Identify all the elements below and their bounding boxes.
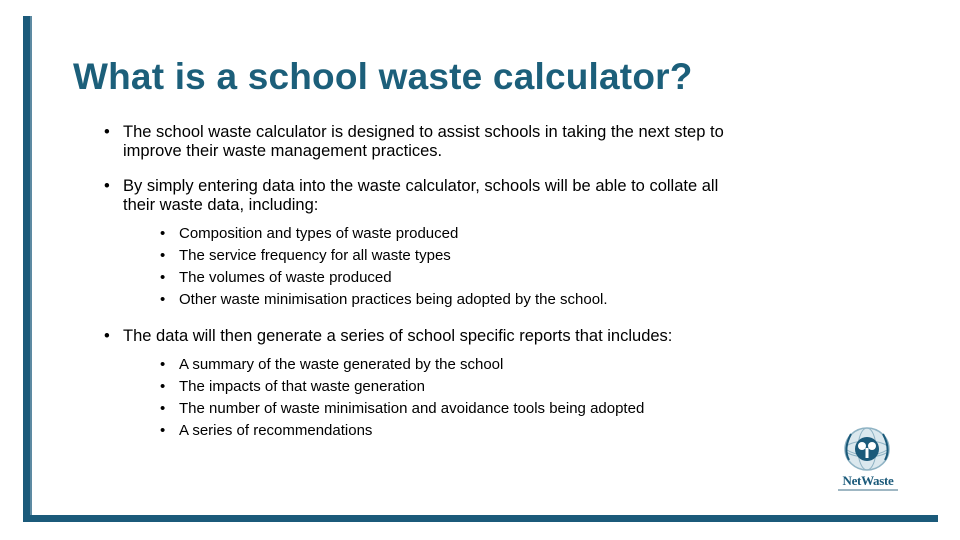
bullet-text: The data will then generate a series of school specific reports that includes: xyxy=(123,327,673,345)
bullet-marker: • xyxy=(160,225,166,242)
bullet-marker: • xyxy=(104,177,110,195)
slide-title: What is a school waste calculator? xyxy=(73,56,693,97)
bullet-marker: • xyxy=(160,422,166,439)
logo-wordmark: NetWaste xyxy=(842,473,894,488)
sub-bullet-text: Other waste minimisation practices being adopted by the school. xyxy=(179,291,608,308)
sub-bullet-text: A series of recommendations xyxy=(179,422,373,439)
sub-bullet-list xyxy=(160,223,744,311)
sub-bullet-item xyxy=(160,376,744,398)
bullet-marker: • xyxy=(104,327,110,345)
sub-bullet-item xyxy=(160,398,744,420)
bullet-marker: • xyxy=(160,400,166,417)
bullet-text: The school waste calculator is designed to assist schools in taking the next step to improve their waste management practices. xyxy=(123,123,724,160)
logo-underline xyxy=(838,489,898,491)
bullet-marker: • xyxy=(104,123,110,141)
bullet-item xyxy=(104,123,744,161)
sub-bullet-item xyxy=(160,245,744,267)
sub-bullet-text: A summary of the waste generated by the school xyxy=(179,356,504,373)
sub-bullet-text: Composition and types of waste produced xyxy=(179,225,459,242)
sub-bullet-text: The impacts of that waste generation xyxy=(179,378,425,395)
bullet-item xyxy=(104,327,744,442)
bottom-frame-bar xyxy=(23,515,938,522)
bullet-marker: • xyxy=(160,378,166,395)
bullet-list xyxy=(104,123,744,458)
globe-icon xyxy=(845,428,889,470)
sub-bullet-item xyxy=(160,420,744,442)
sub-bullet-text: The service frequency for all waste types xyxy=(179,247,451,264)
sub-bullet-text: The number of waste minimisation and avoidance tools being adopted xyxy=(179,400,645,417)
bullet-item xyxy=(104,177,744,311)
bullet-marker: • xyxy=(160,291,166,308)
sub-bullet-item xyxy=(160,223,744,245)
sub-bullet-item xyxy=(160,289,744,311)
sub-bullet-item xyxy=(160,267,744,289)
left-frame-bar xyxy=(23,16,32,522)
bullet-marker: • xyxy=(160,247,166,264)
bullet-marker: • xyxy=(160,269,166,286)
bullet-text: By simply entering data into the waste calculator, schools will be able to collate all their waste data, including: xyxy=(123,177,719,214)
sub-bullet-list xyxy=(160,354,744,442)
sub-bullet-text: The volumes of waste produced xyxy=(179,269,392,286)
sub-bullet-item xyxy=(160,354,744,376)
bullet-marker: • xyxy=(160,356,166,373)
